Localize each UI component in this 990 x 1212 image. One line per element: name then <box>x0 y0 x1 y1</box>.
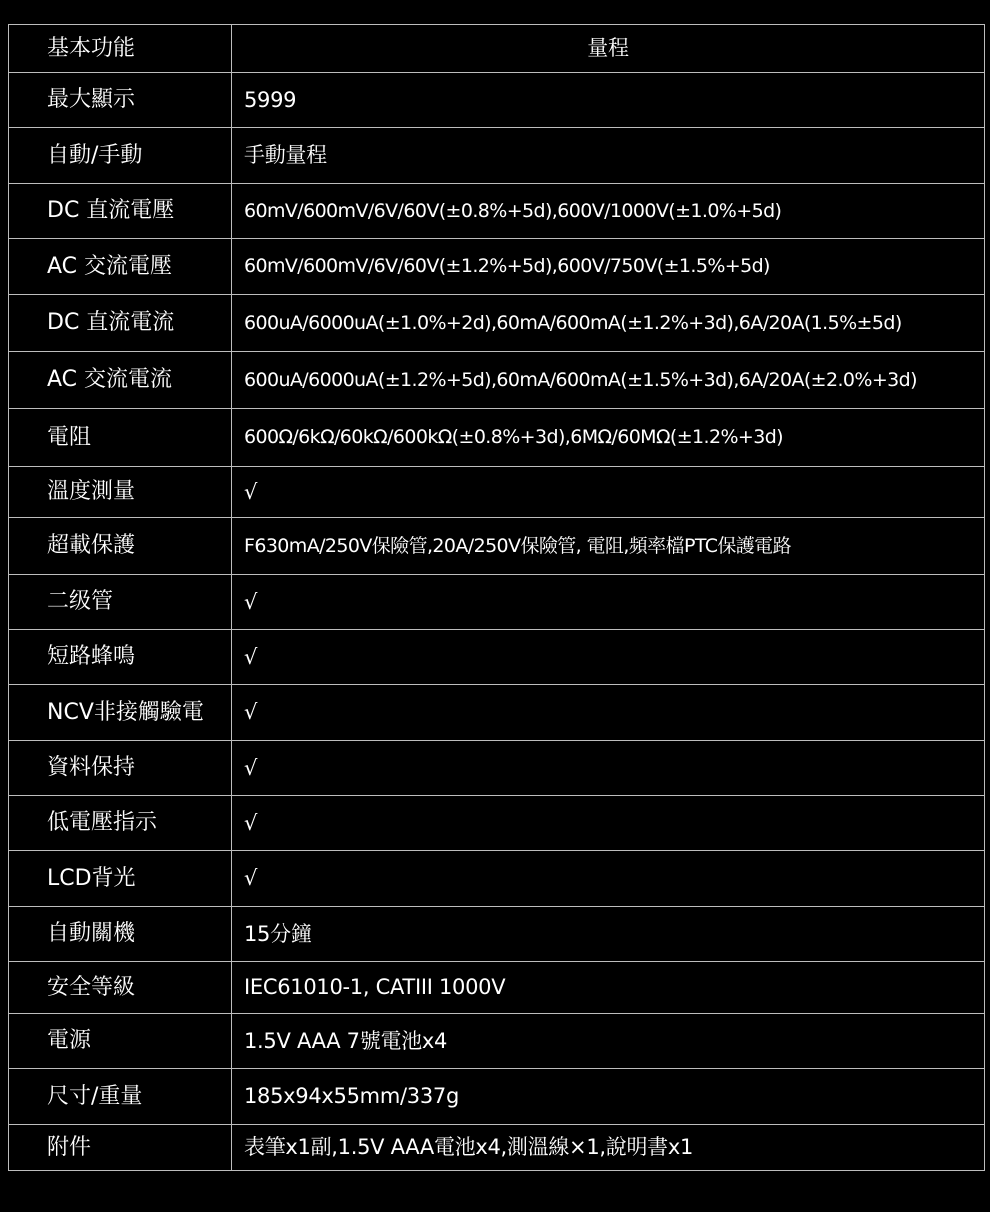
row-label: LCD背光 <box>9 851 232 907</box>
row-value: 15分鐘 <box>232 907 985 962</box>
row-label: 最大顯示 <box>9 73 232 128</box>
row-label: 資料保持 <box>9 741 232 796</box>
row-value: 60mV/600mV/6V/60V(±1.2%+5d),600V/750V(±1.5%+5d) <box>232 239 985 295</box>
table-header-row <box>9 25 985 73</box>
row-value: 60mV/600mV/6V/60V(±0.8%+5d),600V/1000V(±1.0%+5d) <box>232 184 985 239</box>
row-label: 低電壓指示 <box>9 796 232 851</box>
table-row <box>9 467 985 518</box>
table-row <box>9 73 985 128</box>
table-row <box>9 352 985 409</box>
table-row <box>9 685 985 741</box>
row-label: 附件 <box>9 1125 232 1171</box>
table-row <box>9 575 985 630</box>
row-value: √ <box>232 796 985 851</box>
table-row <box>9 851 985 907</box>
row-value: √ <box>232 741 985 796</box>
row-value: IEC61010-1, CATIII 1000V <box>232 962 985 1014</box>
row-value: √ <box>232 851 985 907</box>
row-label: NCV非接觸驗電 <box>9 685 232 741</box>
header-label: 基本功能 <box>9 25 232 73</box>
row-label: AC 交流電壓 <box>9 239 232 295</box>
row-label: 電阻 <box>9 409 232 467</box>
row-label: 自動關機 <box>9 907 232 962</box>
row-label: 溫度測量 <box>9 467 232 518</box>
row-value: √ <box>232 630 985 685</box>
row-value: 600Ω/6kΩ/60kΩ/600kΩ(±0.8%+3d),6MΩ/60MΩ(±1.2%+3d) <box>232 409 985 467</box>
table-row <box>9 1069 985 1125</box>
table-row <box>9 409 985 467</box>
row-label: 尺寸/重量 <box>9 1069 232 1125</box>
row-value: 600uA/6000uA(±1.0%+2d),60mA/600mA(±1.2%+3d),6A/20A(1.5%±5d) <box>232 295 985 352</box>
row-label: 自動/手動 <box>9 128 232 184</box>
row-value: F630mA/250V保險管,20A/250V保險管, 電阻,頻率檔PTC保護電路 <box>232 518 985 575</box>
row-label: 電源 <box>9 1014 232 1069</box>
row-value: 600uA/6000uA(±1.2%+5d),60mA/600mA(±1.5%+3d),6A/20A(±2.0%+3d) <box>232 352 985 409</box>
table-row <box>9 239 985 295</box>
row-label: 二级管 <box>9 575 232 630</box>
header-value: 量程 <box>232 25 985 73</box>
table-row <box>9 907 985 962</box>
row-label: DC 直流電壓 <box>9 184 232 239</box>
row-value: √ <box>232 467 985 518</box>
row-value: √ <box>232 685 985 741</box>
row-value: √ <box>232 575 985 630</box>
table-row <box>9 962 985 1014</box>
spec-table <box>8 24 985 1171</box>
row-value: 表筆x1副,1.5V AAA電池x4,測溫線×1,說明書x1 <box>232 1125 985 1171</box>
row-label: 超載保護 <box>9 518 232 575</box>
table-row <box>9 184 985 239</box>
row-value: 185x94x55mm/337g <box>232 1069 985 1125</box>
row-label: 短路蜂鳴 <box>9 630 232 685</box>
row-label: DC 直流電流 <box>9 295 232 352</box>
table-row <box>9 741 985 796</box>
table-row <box>9 128 985 184</box>
table-row <box>9 518 985 575</box>
row-label: 安全等級 <box>9 962 232 1014</box>
table-row <box>9 1125 985 1171</box>
row-value: 5999 <box>232 73 985 128</box>
row-label: AC 交流電流 <box>9 352 232 409</box>
table-row <box>9 1014 985 1069</box>
table-row <box>9 295 985 352</box>
table-row <box>9 630 985 685</box>
table-row <box>9 796 985 851</box>
row-value: 1.5V AAA 7號電池x4 <box>232 1014 985 1069</box>
row-value: 手動量程 <box>232 128 985 184</box>
